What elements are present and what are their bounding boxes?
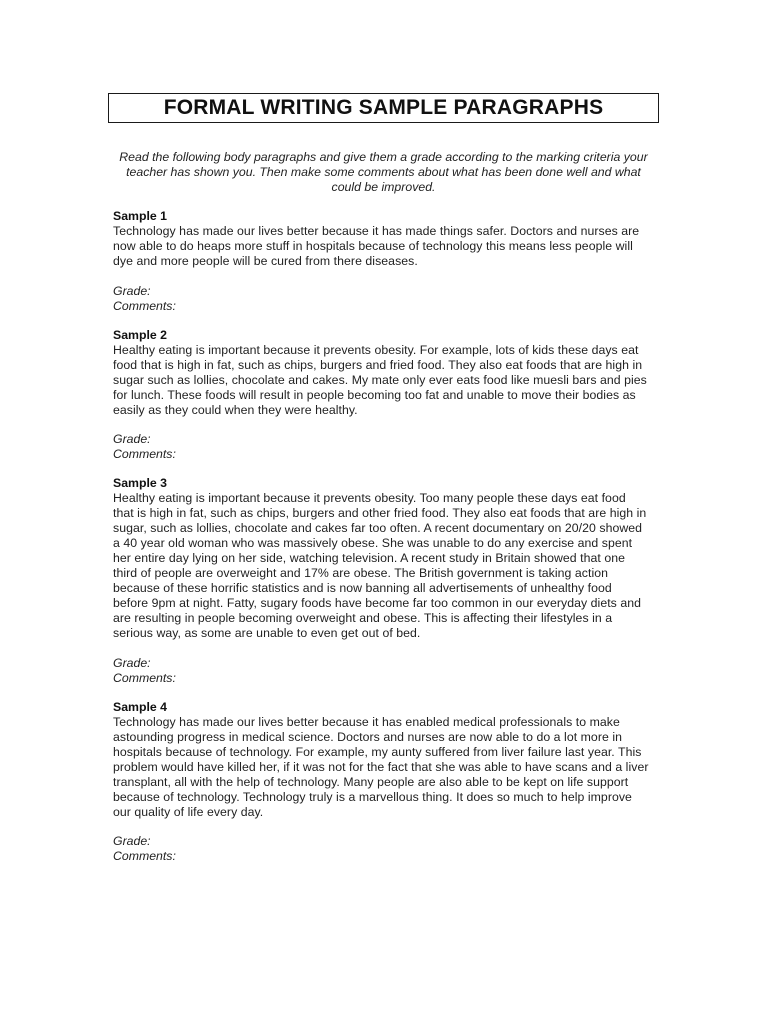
- paragraph-line: now able to do heaps more stuff in hospitals because of technology this means less people will: [113, 239, 633, 253]
- grade-label: Grade:: [113, 834, 151, 848]
- comments-label: Comments:: [113, 671, 176, 685]
- paragraph-line: before 9pm at night. Fatty, sugary foods have become far too common in our everyday diets and: [113, 596, 642, 610]
- sample-2: [113, 328, 658, 418]
- comments-label: Comments:: [113, 849, 176, 863]
- paragraph-line: easily as they could when they were healthy.: [113, 403, 358, 417]
- sample-3: [113, 476, 658, 641]
- intro-line: could be improved.: [331, 180, 436, 194]
- paragraph-line: Technology has made our lives better because it has made things safer. Doctors and nurses are: [113, 224, 640, 238]
- sample-paragraph: [113, 343, 658, 418]
- grade-comments-4: [113, 834, 176, 864]
- comments-label: Comments:: [113, 447, 176, 461]
- grade-label: Grade:: [113, 432, 151, 446]
- intro-line: teacher has shown you. Then make some comments about what has been done well and what: [126, 165, 641, 179]
- paragraph-line: hospitals because of technology. For example, my aunty suffered from liver failure last year. This: [113, 745, 642, 759]
- paragraph-line: that is high in fat, such as chips, burgers and other fried food. They also eat foods that are high in: [113, 506, 647, 520]
- paragraph-line: a 40 year old woman who was massively obese. She was unable to do any exercise and spent: [113, 536, 633, 550]
- paragraph-line: because of these horrific statistics and is now banning all advertisements of unhealthy food: [113, 581, 612, 595]
- paragraph-line: astounding progress in medical science. Doctors and nurses are now able to do a lot more in: [113, 730, 622, 744]
- page-title: FORMAL WRITING SAMPLE PARAGRAPHS: [163, 96, 604, 119]
- sample-heading: Sample 2: [113, 328, 167, 342]
- paragraph-line: our quality of life every day.: [113, 805, 264, 819]
- sample-heading: Sample 4: [113, 700, 167, 714]
- paragraph-line: serious way, as some are unable to even get out of bed.: [113, 626, 421, 640]
- grade-comments-3: [113, 656, 176, 686]
- sample-heading: Sample 1: [113, 209, 167, 223]
- paragraph-line: third of people are overweight and 17% are obese. The British government is taking action: [113, 566, 609, 580]
- paragraph-line: for lunch. These foods will result in people becoming too fat and unable to move their bodies as: [113, 388, 636, 402]
- intro-instructions: [108, 150, 659, 195]
- paragraph-line: sugar, such as lollies, chocolate and cakes far too often. A recent documentary on 20/20 showed: [113, 521, 643, 535]
- sample-heading: Sample 3: [113, 476, 167, 490]
- grade-comments-2: [113, 432, 176, 462]
- sample-1: [113, 209, 658, 269]
- paragraph-line: food that is high in fat, such as chips, burgers and fried food. They also eat foods that are high in: [113, 358, 643, 372]
- sample-4: [113, 700, 658, 820]
- paragraph-line: dye and more people will be cured from there diseases.: [113, 254, 418, 268]
- paragraph-line: are resulting in people becoming overweight and obese. This is affecting their lifestyles in a: [113, 611, 613, 625]
- sample-paragraph: [113, 491, 658, 641]
- title-box: [108, 93, 659, 123]
- sample-paragraph: [113, 715, 658, 820]
- paragraph-line: her entire day lying on her side, watching television. A recent study in Britain showed that one: [113, 551, 626, 565]
- grade-comments-1: [113, 284, 176, 314]
- grade-label: Grade:: [113, 656, 151, 670]
- paragraph-line: Healthy eating is important because it prevents obesity. For example, lots of kids these days eat: [113, 343, 639, 357]
- sample-paragraph: [113, 224, 658, 269]
- grade-label: Grade:: [113, 284, 151, 298]
- paragraph-line: Healthy eating is important because it prevents obesity. Too many people these days eat food: [113, 491, 626, 505]
- comments-label: Comments:: [113, 299, 176, 313]
- intro-line: Read the following body paragraphs and give them a grade according to the marking criteria your: [119, 150, 648, 164]
- paragraph-line: sugar such as lollies, chocolate and cakes. My mate only ever eats food like muesli bars and pies: [113, 373, 647, 387]
- paragraph-line: Technology has made our lives better because it has enabled medical professionals to make: [113, 715, 620, 729]
- paragraph-line: transplant, all with the help of technology. Many people are also able to be kept on life support: [113, 775, 629, 789]
- paragraph-line: problem would have killed her, if it was not for the fact that she was able to have scans and a liver: [113, 760, 649, 774]
- paragraph-line: because of technology. Technology truly is a marvellous thing. It does so much to help improve: [113, 790, 632, 804]
